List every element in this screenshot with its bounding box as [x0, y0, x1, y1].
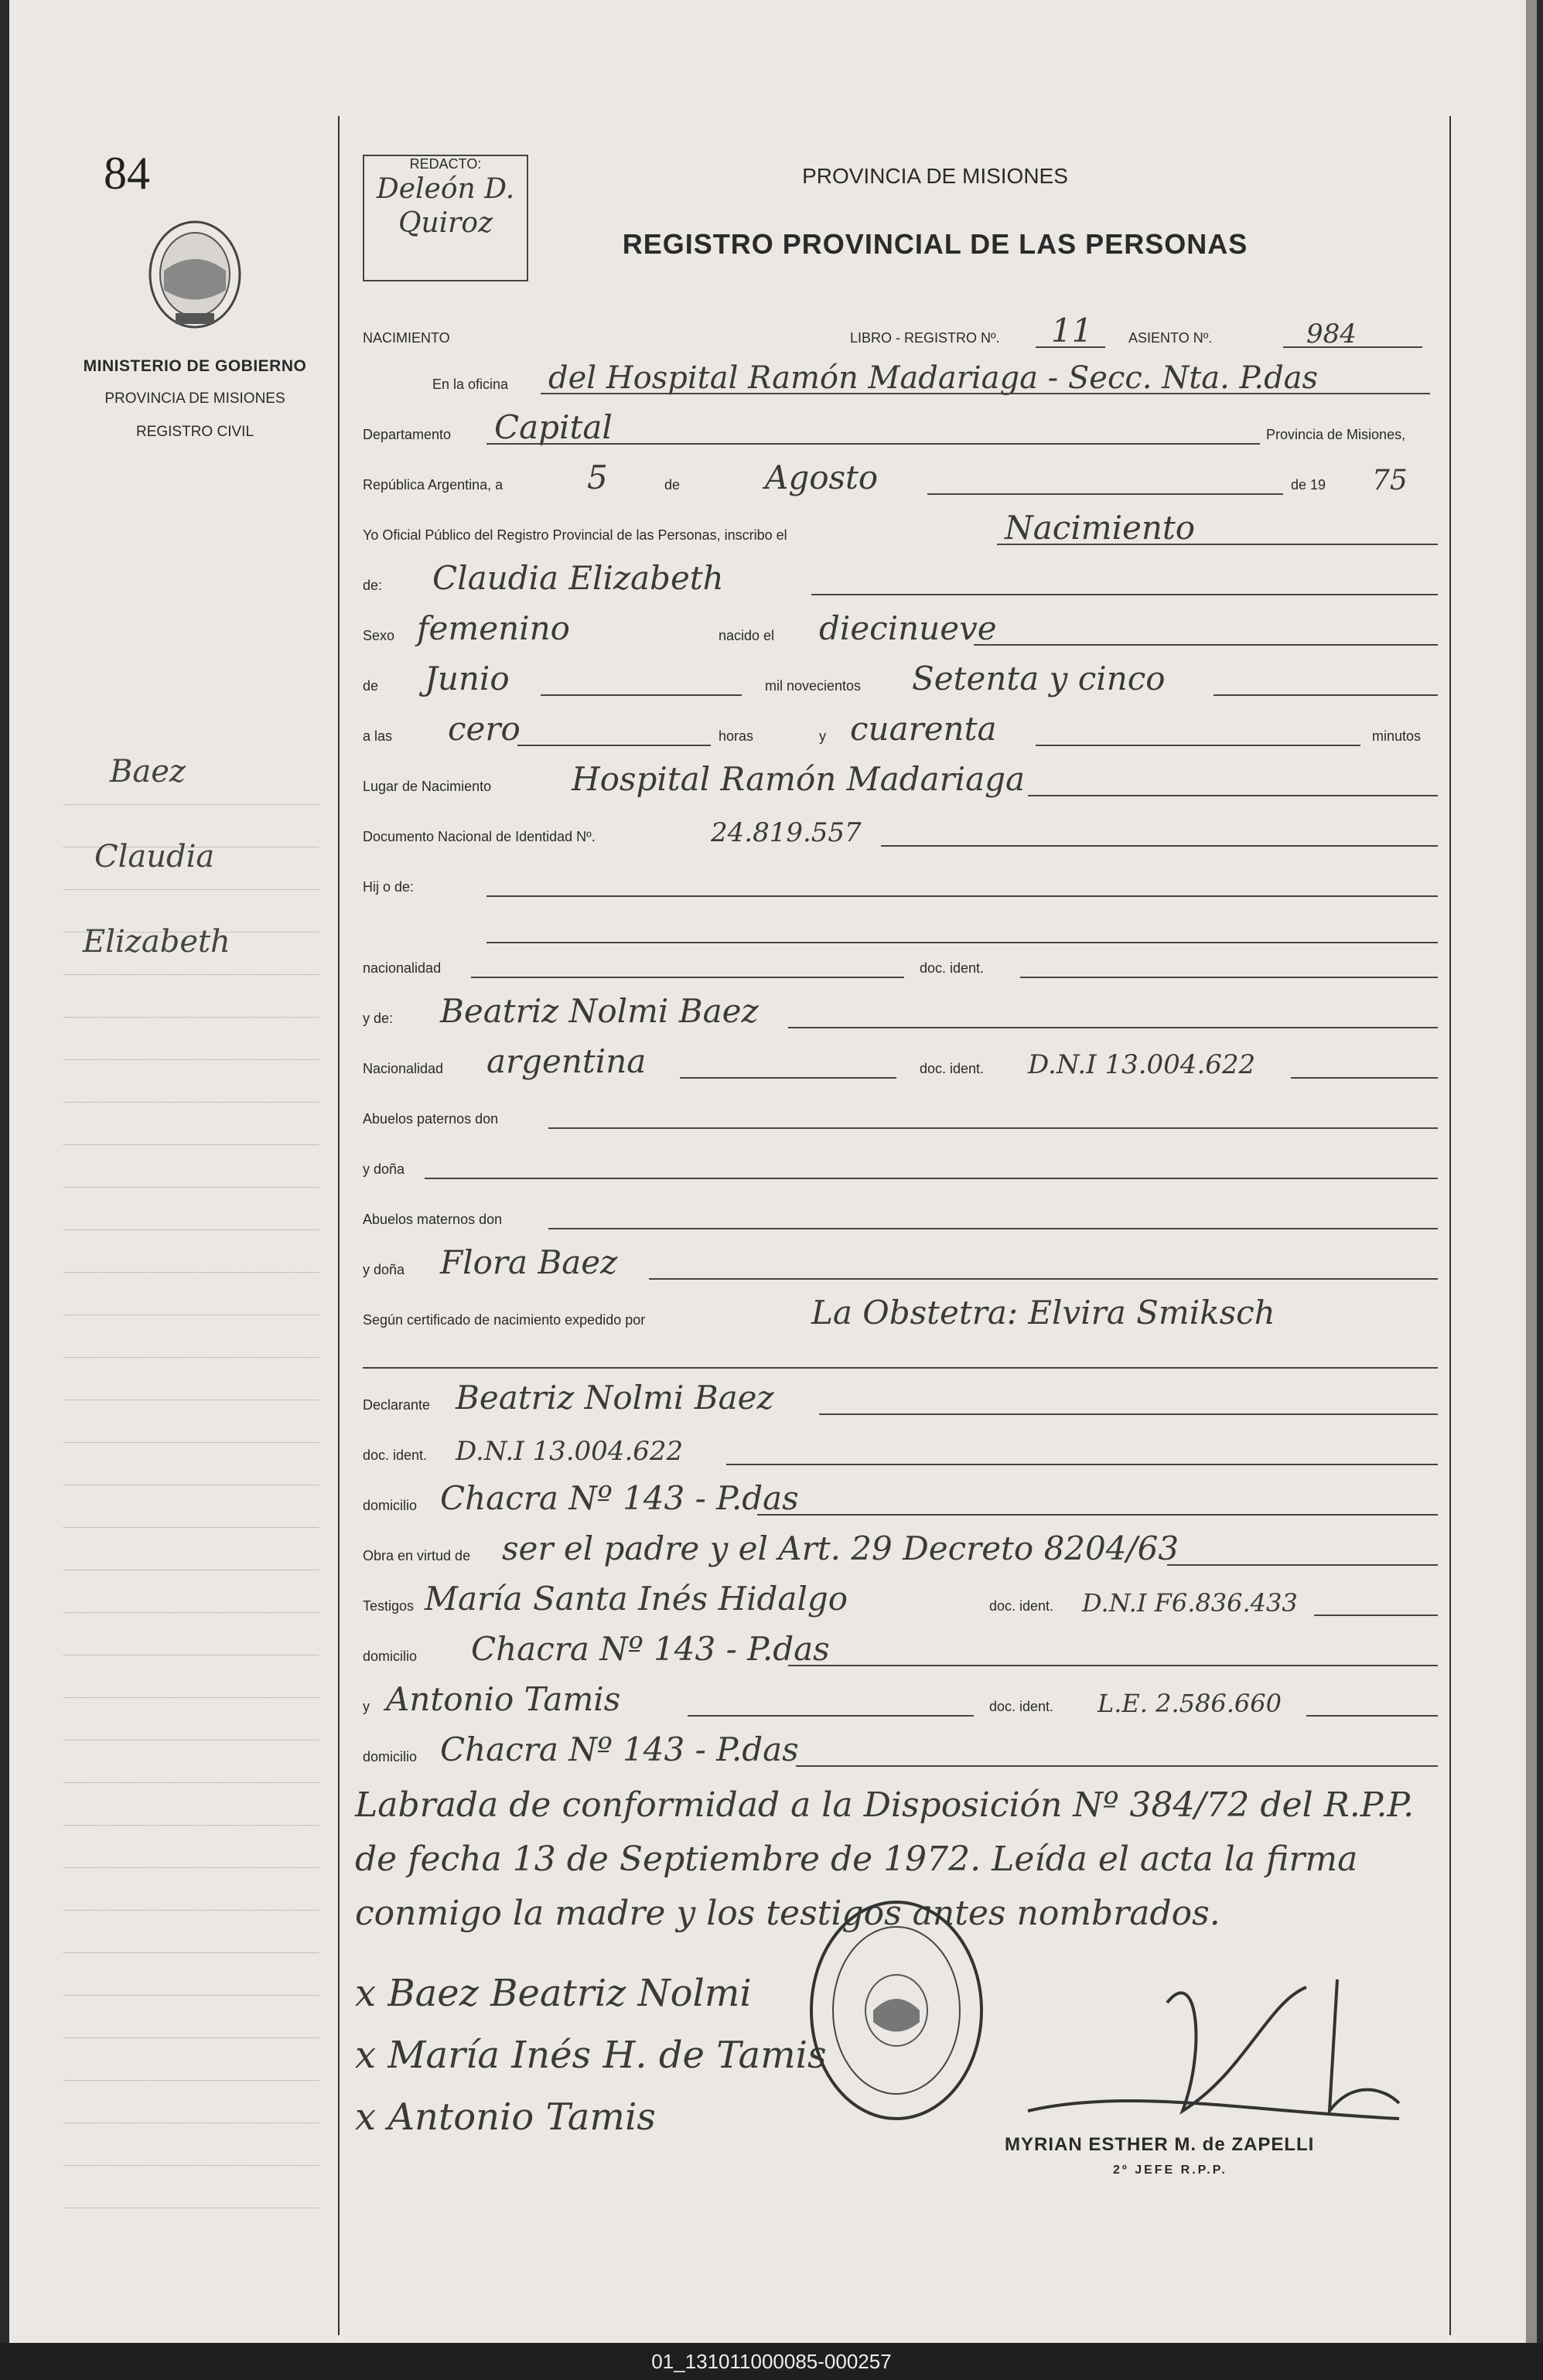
child-name: Claudia Elizabeth: [432, 559, 724, 597]
madre-label: y de:: [363, 1011, 394, 1026]
abuela-paterna-label: y doña: [363, 1161, 405, 1177]
sexo-label: Sexo: [363, 628, 395, 643]
provincia-label: Provincia de Misiones,: [1266, 427, 1406, 442]
document-page: [9, 0, 1537, 2343]
asiento-value: 984: [1306, 319, 1357, 349]
signature-witness1: x María Inés H. de Tamis: [355, 2034, 827, 2077]
madre-value: Beatriz Nolmi Baez: [440, 992, 759, 1030]
signature-witness2: x Antonio Tamis: [355, 2095, 656, 2139]
testigo1-name: María Santa Inés Hidalgo: [425, 1580, 848, 1618]
page-number: 84: [104, 148, 150, 199]
declarante-label: Declarante: [363, 1397, 431, 1413]
doc-t2-label: doc. ident.: [989, 1699, 1054, 1714]
doc-declarante-label: doc. ident.: [363, 1447, 428, 1463]
doc-t1-value: D.N.I F6.836.433: [1082, 1588, 1298, 1618]
abuelos-paternos-label: Abuelos paternos don: [363, 1111, 499, 1127]
testigo2-name: Antonio Tamis: [386, 1680, 621, 1718]
doc-t2-value: L.E. 2.586.660: [1098, 1689, 1282, 1718]
margin-middle-name: Elizabeth: [83, 924, 230, 960]
obra-value: ser el padre y el Art. 29 Decreto 8204/63: [502, 1529, 1179, 1567]
hora-value: cero: [448, 710, 521, 748]
dni-label: Documento Nacional de Identidad Nº.: [363, 829, 596, 844]
y-label: y: [819, 728, 826, 744]
province-heading: PROVINCIA DE MISIONES: [802, 164, 1068, 188]
lugar-label: Lugar de Nacimiento: [363, 779, 492, 794]
nacionalidad-madre-value: argentina: [486, 1042, 647, 1080]
legal-notes: Labrada de conformidad a la Disposición Nº 384/72 del R.P.P. de fecha 13 de Septiembre de 1972. Leída el acta la firma conmigo la madre y los testigos antes nombrados.: [355, 1785, 1415, 1933]
sexo-value: femenino: [417, 609, 570, 647]
day-value: 5: [587, 459, 608, 496]
doc-madre-label: doc. ident.: [920, 1061, 985, 1076]
oficina-label: En la oficina: [432, 377, 509, 392]
horas-label: horas: [719, 728, 754, 744]
redacto-label: REDACTO:: [409, 156, 482, 172]
doc-declarante-value: D.N.I 13.004.622: [456, 1436, 684, 1467]
year-value: 75: [1372, 465, 1408, 496]
domicilio-t2-label: domicilio: [363, 1749, 418, 1765]
coat-of-arms-icon: [145, 217, 245, 332]
de-mes-label: de: [363, 678, 379, 694]
obra-label: Obra en virtud de: [363, 1548, 471, 1563]
nacido-value: diecinueve: [819, 609, 997, 647]
official-title: 2º JEFE R.P.P.: [1113, 2163, 1227, 2177]
departamento-value: Capital: [494, 408, 613, 446]
nacionalidad-padre-label: nacionalidad: [363, 960, 442, 976]
nombre-label: de:: [363, 578, 383, 593]
republica-label: República Argentina, a: [363, 477, 504, 493]
domicilio-t2-value: Chacra Nº 143 - P.das: [440, 1730, 799, 1768]
signature-mother: x Baez Beatriz Nolmi: [355, 1972, 752, 2015]
ministry-registry: REGISTRO CIVIL: [135, 424, 254, 440]
margin-surname: Baez: [110, 754, 186, 789]
month-value: Agosto: [765, 459, 879, 496]
nacionalidad-madre-label: Nacionalidad: [363, 1061, 444, 1076]
registry-stamp-icon: [804, 1894, 989, 2126]
alas-label: a las: [363, 728, 393, 744]
testigos-label: Testigos: [363, 1598, 415, 1614]
minutos-value: cuarenta: [850, 710, 997, 748]
mes-nac-value: Junio: [425, 660, 510, 697]
departamento-label: Departamento: [363, 427, 452, 442]
margin-first-name: Claudia: [94, 839, 215, 875]
de-label: de: [664, 477, 681, 493]
lugar-value: Hospital Ramón Madariaga: [572, 760, 1026, 798]
hijo-label: Hij o de:: [363, 879, 415, 895]
domicilio-t1-value: Chacra Nº 143 - P.das: [471, 1630, 830, 1668]
ministry-name: MINISTERIO DE GOBIERNO: [83, 357, 307, 375]
domicilio-value: Chacra Nº 143 - P.das: [440, 1479, 799, 1517]
ministry-province: PROVINCIA DE MISIONES: [104, 390, 285, 407]
abuela-materna-value: Flora Baez: [440, 1243, 618, 1281]
domicilio-t1-label: domicilio: [363, 1649, 418, 1664]
redacto-box: [363, 155, 528, 281]
anio-nac-value: Setenta y cinco: [912, 660, 1166, 697]
redacto-signature: Deleón D. Quiroz: [376, 173, 515, 239]
abuelos-maternos-label: Abuelos maternos don: [363, 1212, 503, 1227]
registry-title: REGISTRO PROVINCIAL DE LAS PERSONAS: [622, 228, 1248, 260]
domicilio-label: domicilio: [363, 1498, 418, 1513]
declarante-value: Beatriz Nolmi Baez: [456, 1379, 774, 1417]
official-signature-icon: [1012, 1956, 1415, 2157]
record-type-label: NACIMIENTO: [363, 330, 450, 346]
mil-label: mil novecientos: [765, 678, 862, 694]
libro-label: LIBRO - REGISTRO Nº.: [850, 330, 1000, 346]
doc-ident-padre-label: doc. ident.: [920, 960, 985, 976]
oficial-label: Yo Oficial Público del Registro Provincial de las Personas, inscribo el: [363, 527, 787, 543]
y-testigo2-label: y: [363, 1699, 370, 1714]
doc-madre-value: D.N.I 13.004.622: [1028, 1049, 1256, 1080]
abuela-materna-label: y doña: [363, 1262, 405, 1277]
oficina-value: del Hospital Ramón Madariaga - Secc. Nta. P.das: [548, 360, 1319, 396]
certificado-value: La Obstetra: Elvira Smiksch: [811, 1294, 1275, 1332]
birth-record-form: [338, 116, 1451, 2335]
official-name: MYRIAN ESTHER M. de ZAPELLI: [1005, 2134, 1315, 2155]
doc-t1-label: doc. ident.: [989, 1598, 1054, 1614]
image-identifier: 01_131011000085-000257: [0, 2343, 1543, 2380]
year-prefix-label: de 19: [1291, 477, 1326, 493]
libro-value: 11: [1051, 312, 1093, 349]
certificado-label: Según certificado de nacimiento expedido por: [363, 1312, 646, 1328]
inscribo-value: Nacimiento: [1005, 509, 1196, 547]
dni-value: 24.819.557: [711, 817, 862, 848]
minutos-label: minutos: [1372, 728, 1422, 744]
nacido-label: nacido el: [719, 628, 775, 643]
asiento-label: ASIENTO Nº.: [1128, 330, 1213, 346]
